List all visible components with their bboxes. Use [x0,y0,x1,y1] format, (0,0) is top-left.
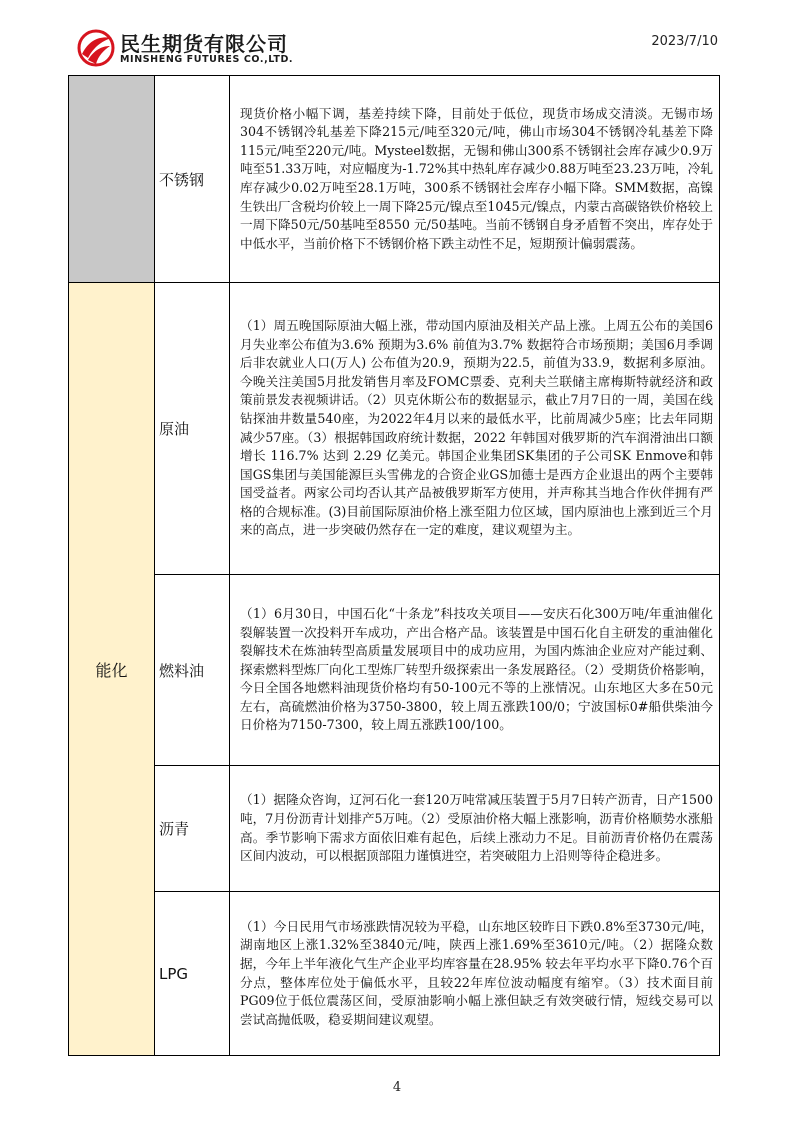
page-number: 4 [392,1080,402,1095]
table-row [69,892,720,1056]
minsheng-logo-icon [76,28,116,68]
sector-cell [69,76,155,283]
product-commentary: 现货价格小幅下调，基差持续下降，目前处于低位，现货市场成交清淡。无锡市场304不锈钢冷轧基差下降215元/吨至320元/吨，佛山市场304不锈钢冷轧基差下降115元/吨至220元/吨。Mysteel数据，无锡和佛山300系不锈钢社会库存减少0.9万吨至51.33万吨，对应幅度为-1.72%其中热轧库存减少0.88万吨至23.23万吨，冷轧库存减少0.02万吨至28.1万吨，300系不锈钢社会库存小幅下降。SMM数据，高镍生铁出厂含税均价较上一周下降25元/镍点至1045元/镍点，内蒙古高碳铬铁价格较上一周下降50元/50基吨至8550 元/50基吨。当前不锈钢自身矛盾暂不突出，库存处于中低水平，当前价格下不锈钢价格下跌主动性不足，短期预计偏弱震荡。 [230,76,720,283]
table-row [69,76,720,283]
report-date: 2023/7/10 [651,34,718,49]
table-row [69,575,720,766]
product-commentary: （1）据隆众咨询，辽河石化一套120万吨常减压装置于5月7日转产沥青，日产1500吨，7月份沥青计划排产5万吨。（2）受原油价格大幅上涨影响，沥青价格顺势水涨船高。季节影响下需求方面依旧难有起色，后续上涨动力不足。目前沥青价格仍在震荡区间内波动，可以根据顶部阻力谨慎进空，若突破阻力上沿则等待企稳进多。 [230,766,720,892]
sector-cell: 能化 [69,283,155,1056]
product-label: 燃料油 [155,575,230,766]
company-name-en: MINSHENG FUTURES CO.,LTD. [120,54,294,65]
page-header [0,0,794,70]
product-label: LPG [155,892,230,1056]
product-label: 沥青 [155,766,230,892]
product-label: 原油 [155,283,230,575]
commodity-report-table [68,75,720,1056]
table-row [69,283,720,575]
company-name-cn: 民生期货有限公司 [120,32,288,56]
product-commentary: （1）6月30日，中国石化“十条龙”科技攻关项目——安庆石化300万吨/年重油催化裂解装置一次投料开车成功，产出合格产品。该装置是中国石化自主研发的重油催化裂解技术在炼油转型高质量发展项目中的成功应用，为国内炼油企业应对产能过剩、探索燃料型炼厂向化工型炼厂转型升级探索出一条发展路径。（2）受期货价格影响，今日全国各地燃料油现货价格均有50-100元不等的上涨情况。山东地区大多在50元左右，高硫燃油价格为3750-3800，较上周五涨跌100/0；宁波国标0#船供柴油今日价格为7150-7300，较上周五涨跌100/100。 [230,575,720,766]
table-row [69,766,720,892]
product-commentary: （1）周五晚国际原油大幅上涨，带动国内原油及相关产品上涨。上周五公布的美国6月失业率公布值为3.6% 预期为3.6% 前值为3.7% 数据符合市场预期；美国6月季调后非农就业人口(万人) 公布值为20.9，预期为22.5，前值为33.9，数据利多原油。今晚关注美国5月批发销售月率及FOMC票委、克利夫兰联储主席梅斯特就经济和政策前景发表视频讲话。（2）贝克休斯公布的数据显示，截止7月7日的一周，美国在线钻探油井数量540座，为2022年4月以来的最低水平，比前周减少5座；比去年同期减少57座。（3）根据韩国政府统计数据，2022 年韩国对俄罗斯的汽车润滑油出口额增长 116.7% 达到 2.29 亿美元。韩国企业集团SK集团的子公司SK Enmove和韩国GS集团与美国能源巨头雪佛龙的合资企业GS加德士是西方企业退出的两个主要韩国受益者。两家公司均否认其产品被俄罗斯军方使用，并声称其当地合作伙伴拥有严格的合规标准。(3)目前国际原油价格上涨至阻力位区域，国内原油也上涨到近三个月来的高点，进一步突破仍然存在一定的难度，建议观望为主。 [230,283,720,575]
product-label: 不锈钢 [155,76,230,283]
product-commentary: （1）今日民用气市场涨跌情况较为平稳，山东地区较昨日下跌0.8%至3730元/吨，湖南地区上涨1.32%至3840元/吨，陕西上涨1.69%至3610元/吨。（2）据隆众数据，今年上半年液化气生产企业平均库容量在28.95% 较去年平均水平下降0.76个百分点，整体库位处于偏低水平，且较22年库位波动幅度有缩窄。（3）技术面目前PG09位于低位震荡区间，受原油影响小幅上涨但缺乏有效突破行情，短线交易可以尝试高抛低吸，稳妥期间建议观望。 [230,892,720,1056]
